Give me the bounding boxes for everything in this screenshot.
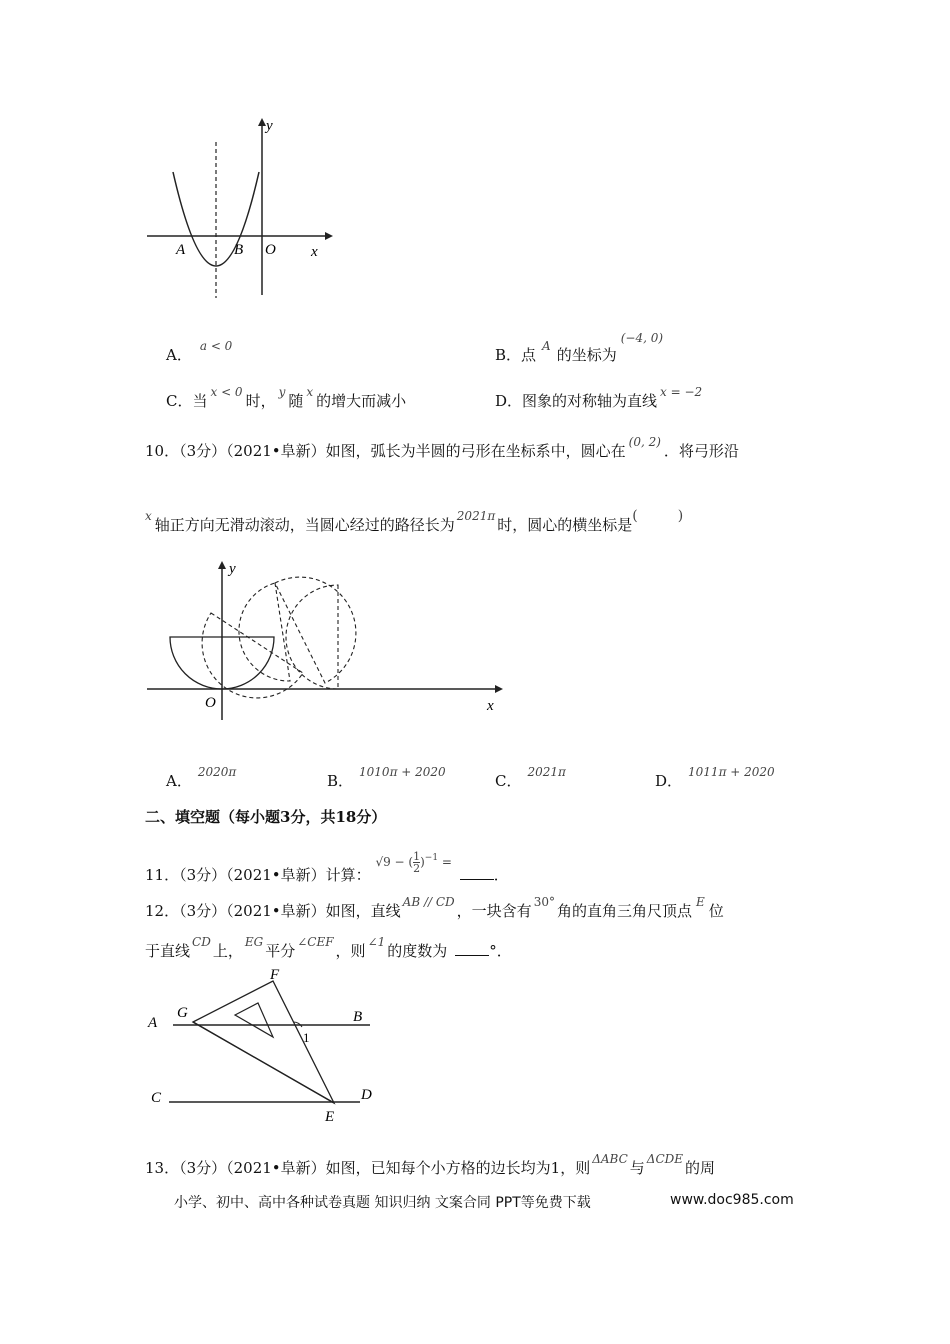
q12-math-angle30: 30° [533, 895, 555, 909]
q9-option-D-label: D．图象的对称轴为直线 [495, 392, 658, 410]
q12-line1-text-c: 角的直角三角尺顶点 [556, 902, 692, 920]
q12-answer-blank[interactable] [455, 943, 489, 956]
q10-option-A [166, 765, 237, 791]
q12-label-C: C [151, 1090, 162, 1106]
q10-line1 [145, 435, 739, 461]
q9-option-C-text1: 时， [245, 392, 276, 410]
q13-line1-text-a: 13．（3分）（2021•阜新）如图，已知每个小方格的边长均为1，则 [145, 1159, 591, 1177]
q10-option-C-math: 2021π [527, 765, 566, 779]
q9-label-O: O [265, 242, 276, 258]
q10-segment-rolled-3 [275, 577, 356, 683]
q13-math-ABC: ΔABC [592, 1152, 628, 1166]
q9-option-B-text: 的坐标为 [556, 346, 617, 364]
q10-option-D-math: 1011π + 2020 [688, 765, 775, 779]
q10-line1-math: (0, 2) [628, 435, 661, 449]
q10-line2-text-b: 时，圆心的横坐标是 [497, 516, 633, 534]
q10-option-D [655, 765, 775, 791]
q12-outer-triangle [193, 981, 334, 1103]
q12-line2-text-d: ，则 [335, 942, 366, 960]
q10-option-B [327, 765, 446, 791]
q9-option-B-math-point: A [542, 339, 551, 353]
q10-line2 [145, 508, 684, 535]
q9-label-x: x [311, 244, 318, 260]
section-2-heading: 二、填空题（每小题3分，共18分） [145, 808, 387, 826]
q9-option-D [495, 385, 703, 411]
q11-line [145, 850, 509, 888]
q11-math-root: √9 − ( [375, 855, 414, 869]
q9-option-C-text3: 的增大而减小 [316, 392, 407, 410]
q10-line2-math1: x [145, 509, 152, 523]
q13-line1-text-c: 的周 [685, 1159, 716, 1177]
q11-prefix: 11．（3分）（2021•阜新）计算： [145, 866, 371, 884]
q11-math-close: ) [420, 855, 425, 869]
q9-option-C-math3: x [306, 385, 314, 399]
q12-label-A: A [148, 1015, 158, 1031]
q10-rolling-figure [145, 555, 515, 720]
q9-option-A [166, 339, 233, 365]
q9-option-B-label: B．点 [495, 346, 537, 364]
q12-line2-text-e: 的度数为 [387, 942, 448, 960]
q10-option-A-math: 2020π [197, 765, 237, 779]
q10-line2-math2: 2021π [456, 509, 496, 523]
q10-paren-close: ) [677, 508, 684, 524]
q9-parabola-figure [145, 110, 345, 305]
q10-y-arrow [218, 561, 226, 569]
q10-label-y: y [229, 561, 236, 577]
q9-option-B [495, 331, 664, 365]
q9-option-D-math: x = −2 [660, 385, 703, 399]
q10-line1-text-b: ．将弓形沿 [663, 442, 739, 460]
q10-label-O: O [205, 695, 216, 711]
q9-label-y: y [266, 118, 273, 134]
q10-line1-text-a: 10．（3分）（2021•阜新）如图，弧长为半圆的弓形在坐标系中，圆心在 [145, 442, 626, 460]
q9-label-A: A [176, 242, 186, 258]
q12-line1 [145, 895, 724, 921]
q11-exponent: −1 [424, 853, 439, 863]
q12-math-EG: EG [244, 935, 264, 949]
q10-option-D-label: D． [655, 772, 683, 790]
q12-label-1: 1 [303, 1030, 310, 1045]
footer-promo-text: 小学、初中、高中各种试卷真题 知识归纳 文案合同 PPT等免费下载 [174, 1195, 591, 1211]
q9-y-arrow [258, 118, 266, 126]
q9-option-C-label: C．当 [166, 392, 208, 410]
q12-line2 [145, 935, 512, 961]
q9-option-A-label: A． [166, 346, 192, 364]
q11-math [375, 850, 455, 875]
q11-answer-blank[interactable] [460, 867, 494, 880]
q9-label-B: B [234, 242, 244, 258]
q12-bisector-EG [193, 1022, 334, 1103]
q9-option-B-math-coord: (−4, 0) [620, 331, 664, 345]
q10-label-x: x [487, 698, 494, 714]
footer-website[interactable]: www.doc985.com [670, 1192, 794, 1208]
q9-option-A-math: a < 0 [199, 339, 233, 353]
q12-line1-text-a: 12．（3分）（2021•阜新）如图，直线 [145, 902, 401, 920]
q12-line2-text-c: 平分 [265, 942, 296, 960]
q10-option-B-math: 1010π + 2020 [359, 765, 446, 779]
q12-label-D: D [361, 1087, 372, 1103]
q9-option-C-math2: y [278, 385, 286, 399]
q13-line1-text-b: 与 [629, 1159, 645, 1177]
q10-option-B-label: B． [327, 772, 354, 790]
q10-option-A-label: A． [166, 772, 192, 790]
q10-segment-rolled-4 [286, 585, 338, 689]
q12-math-CEF: ∠CEF [297, 935, 334, 949]
q12-line1-text-d: 位 [708, 902, 724, 920]
q10-x-arrow [495, 685, 503, 693]
q12-inner-triangle [235, 1003, 273, 1037]
q12-degree-suffix: °． [489, 942, 512, 960]
q9-option-C-text2: 随 [288, 392, 304, 410]
q10-segment-rolled-1 [202, 613, 303, 698]
q12-math-angle1: ∠1 [367, 935, 386, 949]
q10-paren-open: ( [632, 508, 638, 524]
q9-option-C [166, 385, 407, 411]
q10-option-C [495, 765, 566, 791]
q12-math-E: E [695, 895, 705, 909]
q11-fraction-den: 2 [413, 862, 421, 875]
q11-fraction-num: 1 [413, 850, 421, 863]
q12-label-G: G [177, 1005, 188, 1021]
q11-equals: = [438, 855, 452, 869]
q12-label-F: F [270, 967, 280, 983]
q12-label-B: B [353, 1009, 363, 1025]
q12-line2-text-a: 于直线 [145, 942, 191, 960]
q11-suffix: ． [493, 866, 509, 884]
q12-line1-text-b: ，一块含有 [456, 902, 532, 920]
q13-line1 [145, 1152, 716, 1178]
q9-x-arrow [325, 232, 333, 240]
q13-math-CDE: ΔCDE [646, 1152, 684, 1166]
q10-line2-text-a: 轴正方向无滑动滚动，当圆心经过的路径长为 [154, 516, 455, 534]
q12-line2-text-b: 上， [212, 942, 243, 960]
q12-math-CD: CD [192, 935, 211, 949]
q12-triangle-figure [145, 965, 390, 1125]
q9-option-C-math1: x < 0 [210, 385, 243, 399]
q12-math-parallel: AB // CD [402, 895, 455, 909]
q10-option-C-label: C． [495, 772, 522, 790]
q12-label-E: E [325, 1109, 335, 1125]
